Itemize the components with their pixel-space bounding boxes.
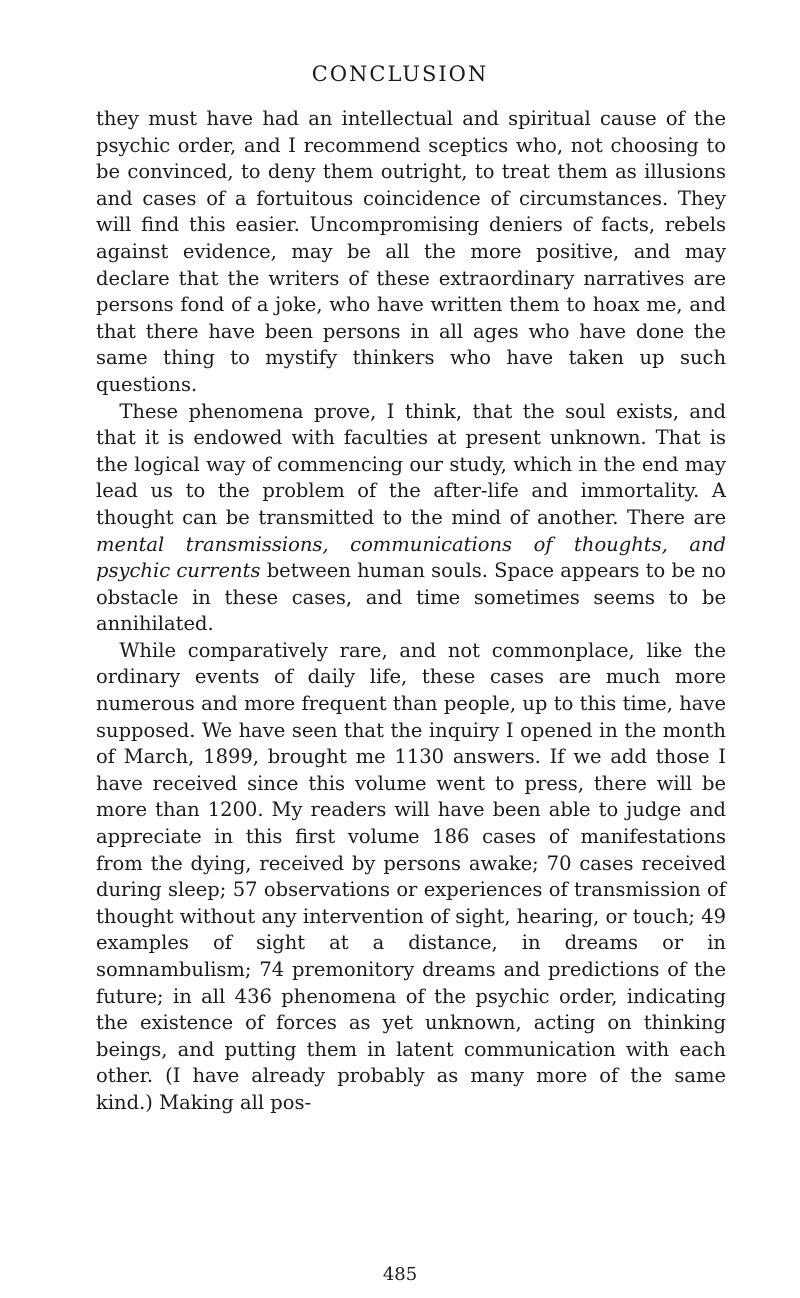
text-run: they must have had an intellectual and spiritual cause of the psychic order, and I recommend sceptics who, not choosing to be convinced, to deny them outright, to treat them as illusions and cases of a fortuitous coincidence of circumstances. They will find this easier. Uncompromising deniers of facts, rebels against evidence, may be all the more positive, and may declare that the writers of these extraordinary narratives are persons fond of a joke, who have written them to hoax me, and that there have been persons in all ages who have done the same thing to mystify thinkers who have taken up such questions. xyxy=(96,107,726,396)
paragraph xyxy=(96,399,726,638)
text-run: between human souls. Space appears to be no obstacle in these cases, and time sometimes seems to be annihilated. xyxy=(96,559,726,636)
paragraph xyxy=(96,638,726,1117)
page-number: 485 xyxy=(382,1264,418,1285)
italic-text: mental transmissions, communications of thoughts, and psychic currents xyxy=(96,532,726,583)
body-text xyxy=(96,106,726,1117)
text-run: While comparatively rare, and not commonplace, like the ordinary events of daily life, these cases are much more numerous and more frequent than people, up to this time, have supposed. We have seen that the inquiry I opened in the month of March, 1899, brought me 1130 answers. If we add those I have received since this volume went to press, there will be more than 1200. My readers will have been able to judge and appreciate in this first volume 186 cases of manifestations from the dying, received by persons awake; 70 cases received during sleep; 57 observations or experiences of transmission of thought without any intervention of sight, hearing, or touch; 49 examples of sight at a distance, in dreams or in somnambulism; 74 premonitory dreams and predictions of the future; in all 436 phenomena of the psychic order, indicating the existence of forces as yet unknown, acting on thinking beings, and putting them in latent communication with each other. (I have already probably as many more of the same kind.) Making all pos- xyxy=(96,638,726,1114)
paragraph xyxy=(96,106,726,399)
text-run: These phenomena prove, I think, that the soul exists, and that it is endowed with faculties at present unknown. That is the logical way of commencing our study, which in the end may lead us to the problem of the after-life and immortality. A thought can be transmitted to the mind of another. There are xyxy=(96,399,726,529)
running-head: CONCLUSION xyxy=(311,62,489,86)
